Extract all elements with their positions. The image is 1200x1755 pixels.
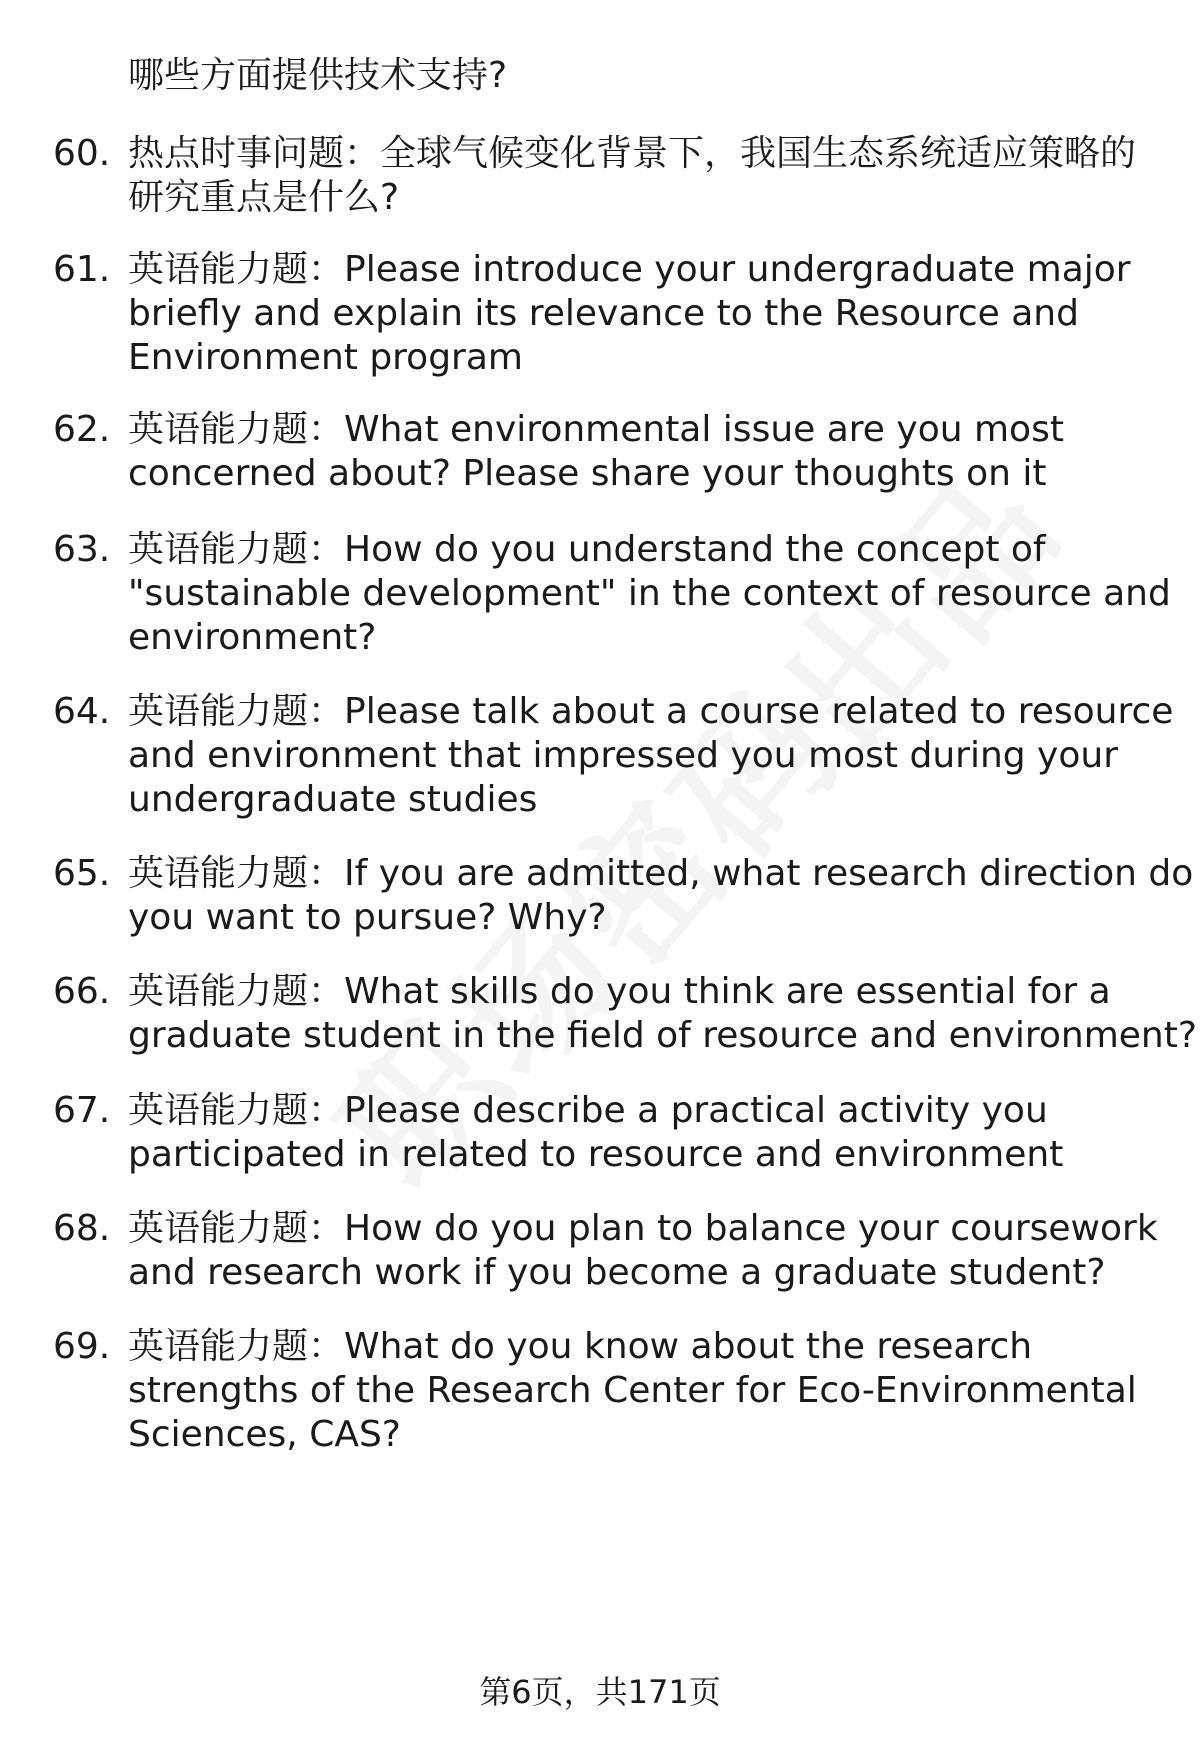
question-text: environment? <box>128 617 377 658</box>
question-text: briefly and explain its relevance to the Resource and <box>128 293 1079 334</box>
question-text: 英语能力题：How do you plan to balance your coursework <box>128 1208 1158 1249</box>
question-text: you want to pursue? Why? <box>128 897 607 938</box>
question-number: 61. <box>53 249 111 290</box>
question-text: and environment that impressed you most during your <box>128 735 1118 776</box>
question-text: concerned about? Please share your thoughts on it <box>128 453 1047 494</box>
question-text: undergraduate studies <box>128 779 538 820</box>
question-text: 研究重点是什么? <box>128 177 400 218</box>
question-text: 英语能力题：Please describe a practical activity you <box>128 1090 1048 1131</box>
continuation-line: 哪些方面提供技术支持? <box>128 55 508 96</box>
question-number: 60. <box>53 133 111 174</box>
question-text: and research work if you become a graduate student? <box>128 1252 1106 1293</box>
question-number: 65. <box>53 853 111 894</box>
question-text: Sciences, CAS? <box>128 1414 401 1455</box>
question-number: 69. <box>53 1326 111 1367</box>
question-text: 英语能力题：If you are admitted, what research direction do <box>128 853 1194 894</box>
question-number: 64. <box>53 691 111 732</box>
question-text: 英语能力题：What skills do you think are essential for a <box>128 971 1111 1012</box>
question-text: 英语能力题：What environmental issue are you most <box>128 409 1064 450</box>
question-text: 英语能力题：Please introduce your undergraduate major <box>128 249 1131 290</box>
question-text: graduate student in the field of resource and environment? <box>128 1015 1197 1056</box>
question-number: 66. <box>53 971 111 1012</box>
question-text: 英语能力题：What do you know about the research <box>128 1326 1033 1367</box>
question-number: 62. <box>53 409 111 450</box>
question-text: participated in related to resource and environment <box>128 1134 1064 1175</box>
question-text: 英语能力题：How do you understand the concept of <box>128 529 1046 570</box>
question-number: 67. <box>53 1090 111 1131</box>
question-text: "sustainable development" in the context of resource and <box>128 573 1171 614</box>
question-text: 热点时事问题：全球气候变化背景下，我国生态系统适应策略的 <box>128 133 1137 174</box>
page-footer: 第6页，共171页 <box>479 1673 721 1711</box>
question-number: 68. <box>53 1208 111 1249</box>
question-text: Environment program <box>128 337 523 378</box>
question-text: strengths of the Research Center for Eco-Environmental <box>128 1370 1137 1411</box>
question-number: 63. <box>53 529 111 570</box>
question-text: 英语能力题：Please talk about a course related to resource <box>128 691 1174 732</box>
